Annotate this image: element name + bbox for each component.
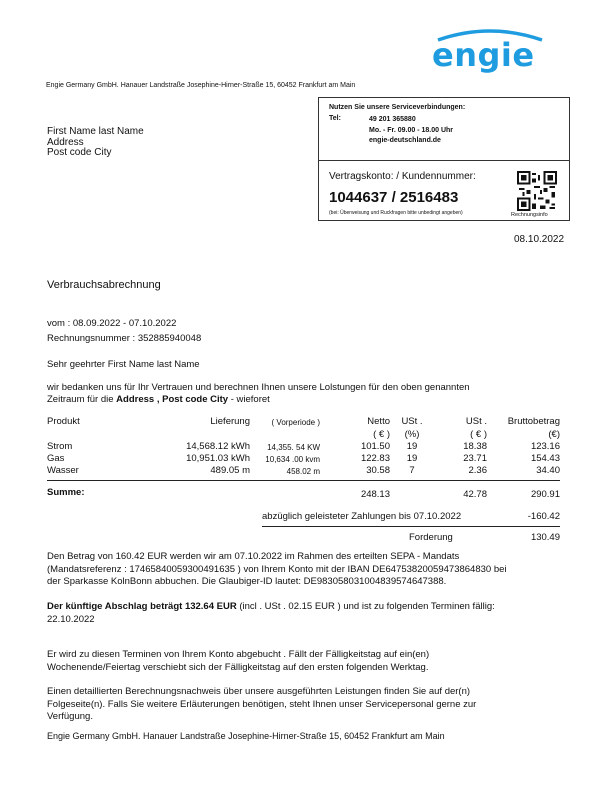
qr-label: Rechnungsinfo — [511, 212, 548, 218]
sepa-paragraph — [47, 551, 567, 589]
recipient-address — [47, 127, 144, 159]
col-net-unit: ( € ) — [373, 429, 390, 440]
sum-label: Summe: — [47, 487, 85, 498]
row-previous: 10,634 .00 kvm — [265, 455, 320, 464]
sender-line: Engie Germany GmbH. Hanauer Landstraße Josephine-Hirner-Straße 15, 60452 Frankfurt am Main — [46, 82, 356, 89]
installment-rest: (incl . USt . 02.15 EUR ) und ist zu folgenden Terminen fällig: — [236, 601, 495, 612]
row-gross: 34.40 — [536, 465, 560, 476]
service-title: Nutzen Sie unsere Serviceverbindungen: — [329, 104, 466, 111]
detail-paragraph — [47, 686, 567, 724]
row-vat-amount: 23.71 — [463, 453, 487, 464]
account-value: 1044637 / 2516483 — [329, 189, 459, 206]
website-link[interactable]: engie-deutschland.de — [369, 137, 441, 144]
intro-suffix: - wieforet — [228, 394, 270, 405]
row-vat: 19 — [406, 453, 418, 464]
col-net: Netto — [367, 416, 390, 427]
recipient-city: Post code City — [47, 147, 112, 158]
row-delivery: 14,568.12 kWh — [186, 441, 250, 452]
detail-line-2: Folgeseite(n). Falls Sie weitere Erläuterungen benötigen, steht Ihnen unser Servicepersonal gerne zur — [47, 698, 477, 710]
recipient-name: First Name last Name — [47, 126, 144, 137]
sum-net: 248.13 — [360, 489, 390, 500]
billing-period: vom : 08.09.2022 - 07.10.2022 — [47, 318, 177, 329]
row-gross: 154.43 — [530, 453, 560, 464]
sepa-line-2: (Mandatsreferenz : 17465840059300491635 ) von Ihrem Konto mit der IBAN DE64753820059473864830 bei — [47, 563, 507, 575]
debit-line-2: Wochenende/Feiertag verschiebt sich der Fälligkeitstag auf den ersten folgenden Werktag. — [47, 661, 429, 673]
greeting: Sehr geehrter First Name last Name — [47, 359, 200, 370]
sepa-line-3: der Sparkasse KolnBonn abbuchen. Die Glaubiger-ID lautet: DE98305803100483957464738​8. — [47, 576, 447, 587]
row-delivery: 489.05 m — [210, 465, 250, 476]
account-label: Vertragskonto: / Kundennummer: — [329, 171, 476, 182]
table-divider — [47, 480, 560, 481]
col-vat-amount-unit: ( € ) — [470, 429, 487, 440]
row-previous: 458.02 m — [286, 467, 320, 476]
engie-logo — [430, 26, 580, 76]
row-net: 122.83 — [360, 453, 390, 464]
deduction-label: abzüglich geleisteter Zahlungen bis 07.10.2022 — [262, 511, 462, 522]
deduction-value: -160.42 — [527, 511, 560, 522]
row-vat: 7 — [409, 465, 415, 476]
sepa-line-1: Den Betrag von 160.42 EUR werden wir am 07.10.2022 im Rahmen des erteilten SEPA - Mandats — [47, 551, 460, 562]
claim-label: Forderung — [409, 532, 453, 543]
detail-line-1: Einen detaillierten Berechnungsnachweis über unsere ausgeführten Leistungen finden Sie auf der(n) — [47, 686, 471, 697]
installment-date: 22.10.2022 — [47, 613, 95, 625]
service-box — [318, 97, 570, 221]
account-note: (bei: Überweisung und Ruckfragen bitte unbedingt angeben) — [329, 210, 463, 216]
service-lines — [369, 115, 453, 147]
intro-address: Address , Post code City — [116, 394, 229, 405]
row-product: Strom — [47, 441, 73, 452]
row-net: 101.50 — [360, 441, 390, 452]
intro-text — [47, 382, 567, 406]
col-previous: ( Vorperiode ) — [271, 418, 320, 427]
qr-code-icon — [517, 171, 557, 211]
recipient-street: Address — [47, 136, 84, 148]
claim-value: 130.49 — [530, 532, 560, 543]
footer-address: Engie Germany GmbH. Hanauer Landstraße Josephine-Hirner-Straße 15, 60452 Frankfurt am Main — [47, 731, 445, 741]
col-product: Produkt — [47, 416, 80, 427]
row-gross: 123.16 — [530, 441, 560, 452]
installment-bold: Der künftige Abschlag beträgt 132.64 EUR — [47, 601, 237, 612]
col-delivery: Lieferung — [210, 416, 250, 427]
intro-line-2 — [47, 394, 567, 406]
invoice-number: Rechnungsnummer : 352885940048 — [47, 333, 202, 344]
sum-gross: 290.91 — [530, 489, 560, 500]
col-vat: USt . — [401, 416, 423, 427]
row-vat-amount: 2.36 — [468, 465, 487, 476]
invoice-date: 08.10.2022 — [514, 234, 565, 245]
col-vat-amount: USt . — [465, 416, 487, 427]
row-product: Wasser — [47, 465, 79, 476]
installment-paragraph — [47, 601, 567, 626]
intro-line-1: wir bedanken uns für Ihr Vertrauen und berechnen Ihnen unsere Lolstungen für den oben genannten — [47, 382, 470, 393]
debit-paragraph — [47, 649, 567, 674]
tel-number: 49 201 365880 — [369, 116, 416, 123]
detail-line-3: Verfügung. — [47, 711, 93, 722]
row-vat: 19 — [406, 441, 418, 452]
document-title: Verbrauchsabrechnung — [47, 279, 161, 291]
opening-hours: Mo. - Fr. 09.00 - 18.00 Uhr — [369, 126, 454, 134]
sum-vat: 42.78 — [463, 489, 487, 500]
logo-text: engie — [432, 36, 535, 74]
row-net: 30.58 — [366, 465, 390, 476]
intro-prefix: Zeitraum für die — [47, 394, 117, 405]
row-previous: 14,355. 54 KW — [267, 443, 320, 452]
deduction-divider — [262, 526, 560, 527]
row-vat-amount: 18.38 — [463, 441, 487, 452]
installment-line — [47, 601, 567, 614]
col-gross-unit: (€) — [548, 429, 560, 440]
col-vat-unit: (%) — [404, 429, 420, 440]
row-product: Gas — [47, 453, 65, 464]
tel-label: Tel: — [329, 115, 341, 122]
row-delivery: 10,951.03 kWh — [186, 453, 250, 464]
col-gross: Bruttobetrag — [507, 416, 560, 427]
debit-line-1: Er wird zu diesen Terminen von Ihrem Konto abgebucht . Fällt der Fälligkeitstag auf ein(en) — [47, 649, 430, 660]
service-contact — [319, 98, 569, 161]
